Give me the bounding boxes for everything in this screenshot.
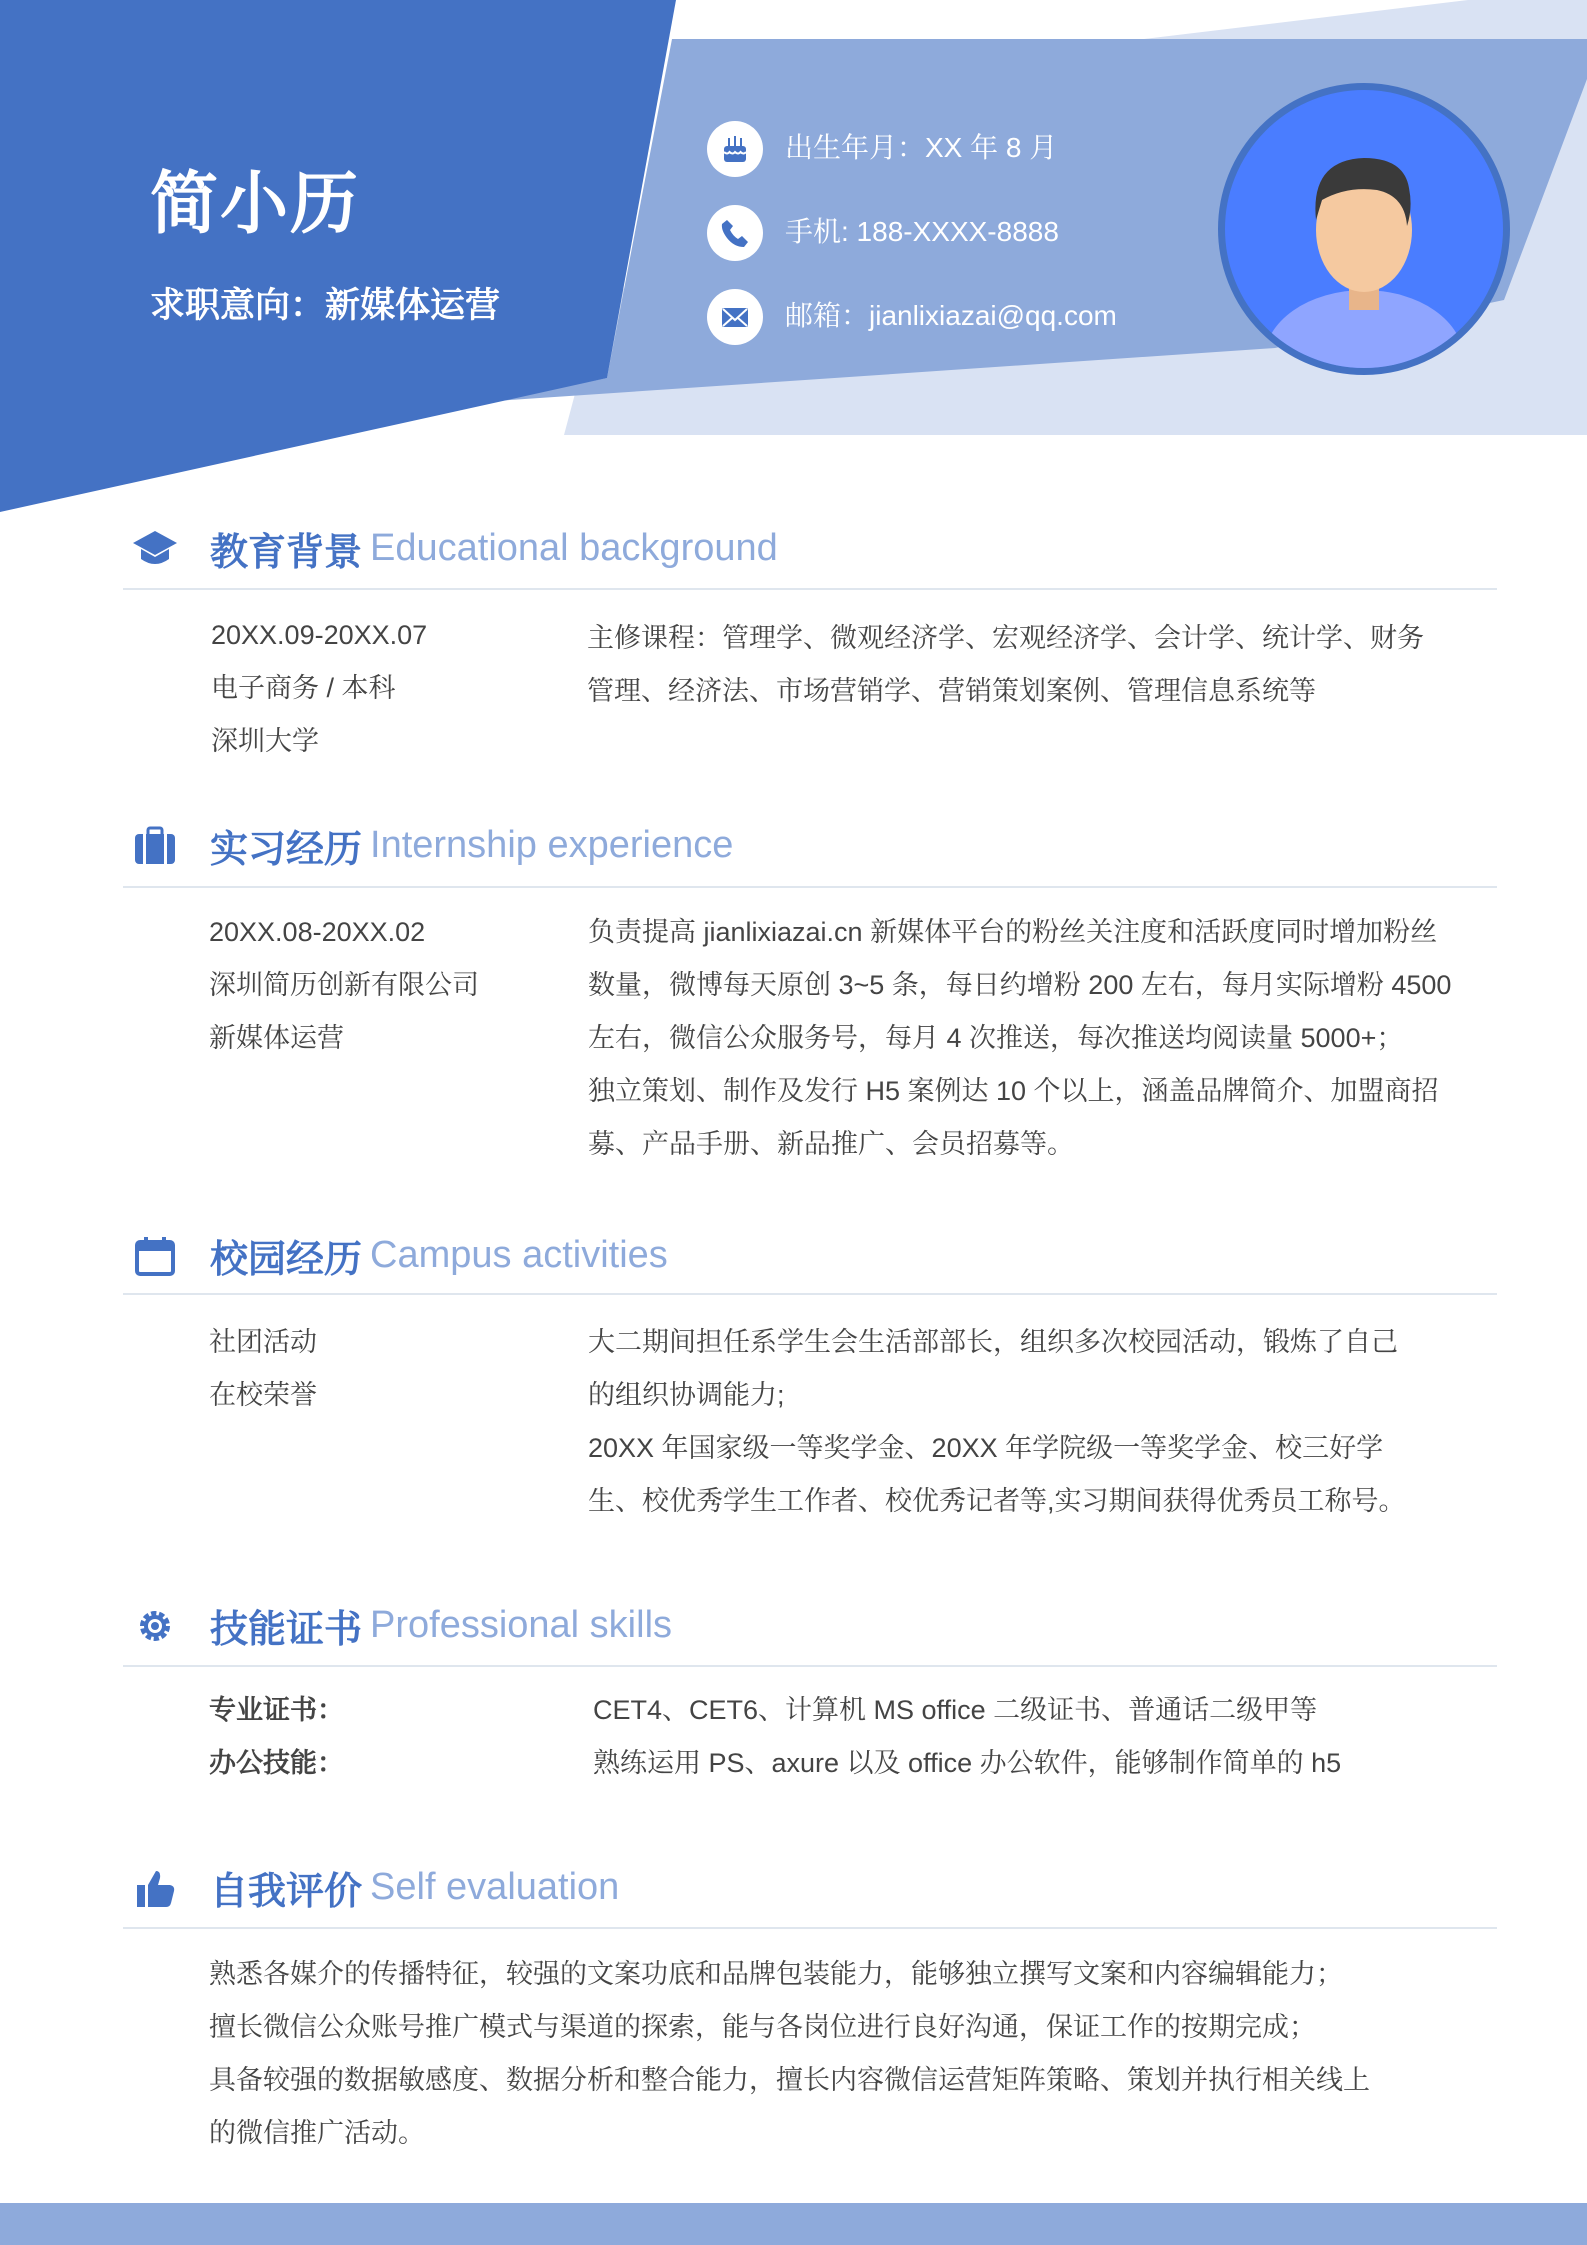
thumbs-up-icon <box>130 1863 180 1913</box>
cake-icon <box>707 121 763 177</box>
campus-description: 大二期间担任系学生会生活部部长，组织多次校园活动，锻炼了自己 的组织协调能力; 20XX 年国家级一等奖学金、20XX 年学院级一等奖学金、校三好学 生、校优秀学生工作者、校优秀记者等,实习期间获得优秀员工称号。 <box>588 1327 1406 1516</box>
divider <box>123 886 1497 888</box>
section-header-skills: 技能证书 Professional skills <box>130 1598 672 1653</box>
gear-icon <box>130 1601 180 1651</box>
graduation-cap-icon <box>130 524 180 574</box>
divider <box>123 588 1497 590</box>
phone-icon <box>707 205 763 261</box>
campus-categories: 社团活动 在校荣誉 <box>209 1327 317 1410</box>
section-header-internship: 实习经历 Internship experience <box>130 818 733 873</box>
section-header-campus: 校园经历 Campus activities <box>130 1228 668 1283</box>
phone-number: 手机: 188-XXXX-8888 <box>785 216 1059 247</box>
education-details: 20XX.09-20XX.07 电子商务 / 本科 深圳大学 <box>211 620 428 756</box>
skill-categories: 专业证书： 办公技能： <box>209 1695 344 1778</box>
self-evaluation-text: 熟悉各媒介的传播特征，较强的文案功底和品牌包装能力，能够独立撰写文案和内容编辑能力； 擅长微信公众账号推广模式与渠道的探索，能与各岗位进行良好沟通，保证工作的按期完成； 具备较强的数据敏感度、数据分析和整合能力，擅长内容微信运营矩阵策略、策划并执行相关线上 的微信推广活动。 <box>209 1959 1370 2148</box>
skill-details: CET4、CET6、计算机 MS office 二级证书、普通话二级甲等 熟练运用 PS、axure 以及 office 办公软件，能够制作简单的 h5 <box>593 1695 1342 1778</box>
birth-date: 出生年月：XX 年 8 月 <box>785 132 1058 163</box>
divider <box>123 1665 1497 1667</box>
footer-bar <box>0 2203 1587 2245</box>
divider <box>123 1293 1497 1295</box>
divider <box>123 1927 1497 1929</box>
internship-details: 20XX.08-20XX.02 深圳简历创新有限公司 新媒体运营 <box>209 917 479 1053</box>
mail-icon <box>707 289 763 345</box>
email: 邮箱：jianlixiazai@qq.com <box>785 300 1117 331</box>
internship-description: 负责提高 jianlixiazai.cn 新媒体平台的粉丝关注度和活跃度同时增加粉丝 数量，微博每天原创 3~5 条，每日约增粉 200 左右，每月实际增粉 4500 左右，微信公众服务号，每月 4 次推送，每次推送均阅读量 5000+； 独立策划、制作及发行 H5 案例达 10 个以上，涵盖品牌简介、加盟商招 募、产品手册、新品推广、会员招募等。 <box>588 917 1452 1159</box>
calendar-icon <box>130 1231 180 1281</box>
avatar <box>1218 83 1510 375</box>
section-header-self-evaluation: 自我评价 Self evaluation <box>130 1860 619 1915</box>
job-intent: 求职意向：新媒体运营 <box>150 286 501 325</box>
education-courses: 主修课程：管理学、微观经济学、宏观经济学、会计学、统计学、财务 管理、经济法、市场营销学、营销策划案例、管理信息系统等 <box>587 623 1424 706</box>
section-header-education: 教育背景 Educational background <box>130 521 778 576</box>
candidate-name: 简小历 <box>150 166 361 242</box>
briefcase-icon <box>130 821 180 871</box>
